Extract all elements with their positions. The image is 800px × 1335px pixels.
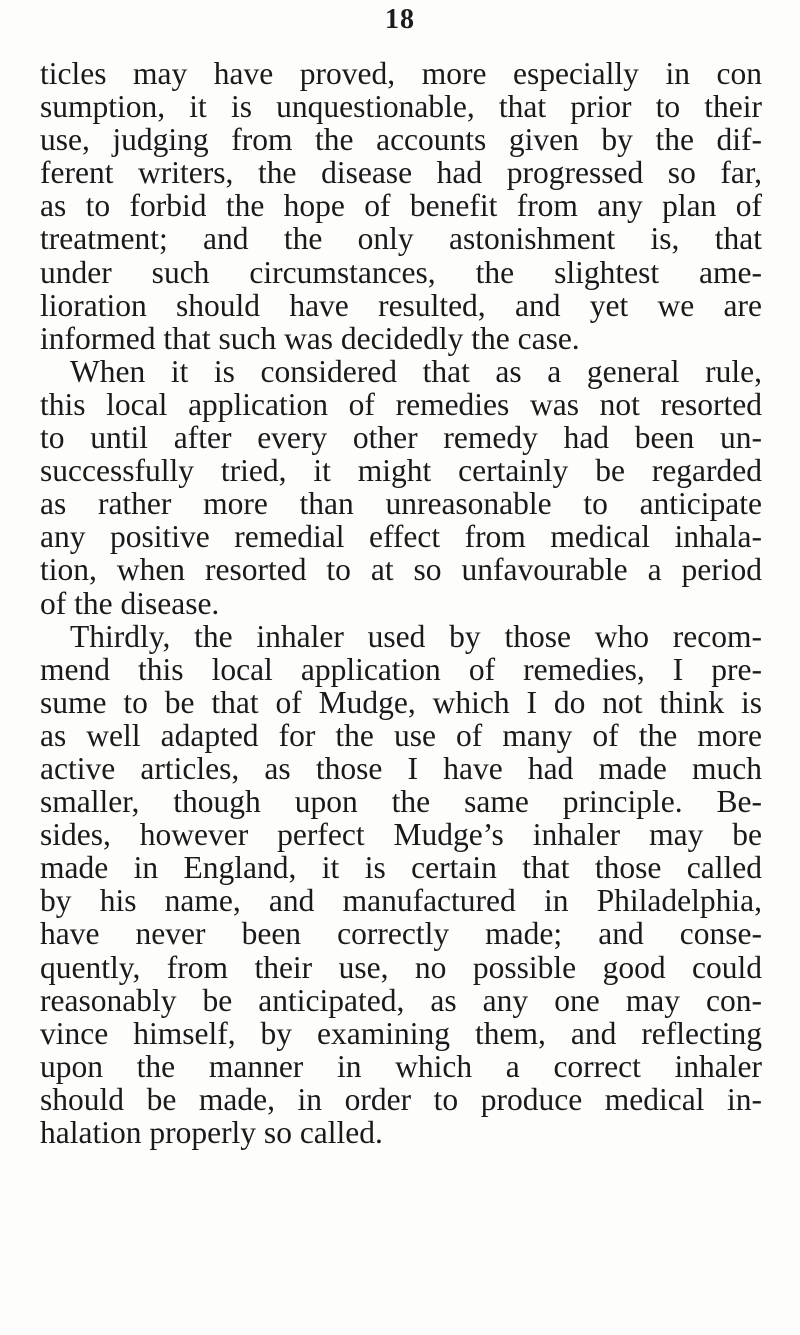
text-line: as to forbid the hope of benefit from any plan of xyxy=(40,188,762,224)
text-line: When it is considered that as a general rule, xyxy=(70,353,762,389)
text-line: should be made, in order to produce medical in- xyxy=(40,1081,762,1117)
text-line: this local application of remedies was not resorted xyxy=(40,386,762,422)
text-line: reasonably be anticipated, as any one may con- xyxy=(40,982,762,1018)
text-line: to until after every other remedy had been un- xyxy=(40,420,762,456)
text-line: upon the manner in which a correct inhaler xyxy=(40,1048,762,1084)
text-line: any positive remedial effect from medical inhala- xyxy=(40,519,762,555)
text-line: ferent writers, the disease had progressed so far, xyxy=(40,155,762,191)
text-line: have never been correctly made; and conse- xyxy=(40,916,762,952)
text-line: mend this local application of remedies, I pre- xyxy=(40,651,762,687)
text-line: tion, when resorted to at so unfavourable a period xyxy=(40,552,762,588)
text-line: sides, however perfect Mudge’s inhaler may be xyxy=(40,817,762,853)
text-line: under such circumstances, the slightest ame- xyxy=(40,254,762,290)
text-line: use, judging from the accounts given by the dif- xyxy=(40,122,762,158)
text-line: made in England, it is certain that those called xyxy=(40,850,762,886)
page-number: 18 xyxy=(385,4,415,35)
text-line: quently, from their use, no possible good could xyxy=(40,949,762,985)
text-line: successfully tried, it might certainly be regarded xyxy=(40,453,762,489)
text-line: by his name, and manufactured in Philadelphia, xyxy=(40,883,762,919)
text-line: lioration should have resulted, and yet we are xyxy=(40,287,762,323)
text-line: halation properly so called. xyxy=(40,1115,383,1150)
body-text xyxy=(40,57,762,1149)
text-line: as rather more than unreasonable to anticipate xyxy=(40,486,762,522)
text-line: active articles, as those I have had made much xyxy=(40,750,762,786)
text-line: sumption, it is unquestionable, that prior to their xyxy=(40,89,762,125)
text-line: sume to be that of Mudge, which I do not think is xyxy=(40,684,762,720)
text-line: smaller, though upon the same principle. Be- xyxy=(40,784,762,820)
text-line: as well adapted for the use of many of the more xyxy=(40,717,762,753)
text-line: of the disease. xyxy=(40,585,220,621)
text-line: vince himself, by examining them, and reflecting xyxy=(40,1015,762,1051)
text-line: ticles may have proved, more especially in con xyxy=(40,56,762,91)
text-line: Thirdly, the inhaler used by those who recom- xyxy=(70,618,762,654)
text-line: informed that such was decidedly the case. xyxy=(40,320,580,356)
text-line: treatment; and the only astonishment is, that xyxy=(40,221,762,257)
